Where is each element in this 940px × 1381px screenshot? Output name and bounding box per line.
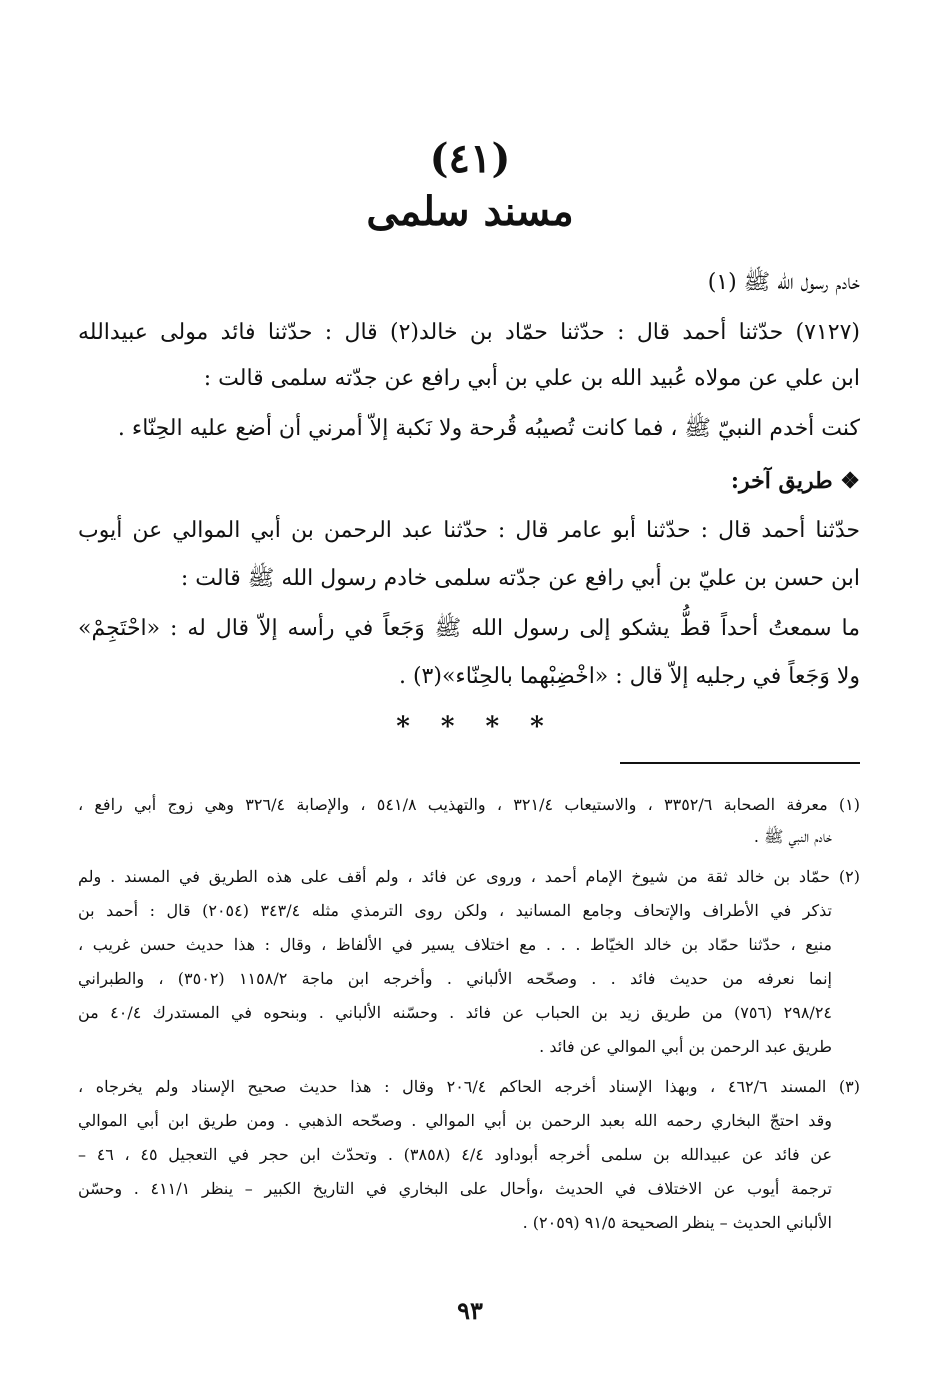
hadith-text-line: حدّثنا أحمد قال : حدّثنا أبو عامر قال : حدّثنا عبد الرحمن بن أبي الموالي عن أيوب xyxy=(78,518,860,543)
hadith-text-line: ابن علي عن مولاه عُبيد الله بن علي بن أبي رافع عن جدّته سلمى قالت : xyxy=(203,366,860,391)
section-separator-stars: * * * * xyxy=(396,712,544,742)
subheading-another-route: ❖ طريق آخر: xyxy=(730,468,860,494)
hadith-text-line: (٧١٢٧) حدّثنا أحمد قال : حدّثنا حمّاد بن خالد(٢) قال : حدّثنا فائد مولى عبيدالله xyxy=(78,320,860,345)
footnote-line: (٣) المسند ٤٦٢/٦ ، وبهذا الإسناد أخرجه الحاكم ٢٠٦/٤ وقال : هذا حديث صحيح الإسناد ولم يخرجاه ، xyxy=(78,1077,860,1096)
page-number: ٩٣ xyxy=(457,1296,483,1325)
footnote-line: ٢٩٨/٢٤ (٧٥٦) من طريق زيد بن الحباب عن فائد . وحسّنه الألباني . وبنحوه في المستدرك ٤٠/٤ من xyxy=(78,1003,832,1022)
chapter-number: (٤١) xyxy=(429,135,511,182)
footnote-line: (٢) حمّاد بن خالد ثقة من شيوخ الإمام أحمد ، وروى عن فائد ، ولم أقف على هذه الطريق في المسند . ولم xyxy=(78,867,860,886)
footnote-line: منيع ، حدّثنا حمّاد بن خالد الخيّاط . . . مع اختلاف يسير في الألفاظ ، وقال : هذا حديث حسن غريب ، xyxy=(78,935,832,954)
footnote-line: إنما نعرفه من حديث فائد . . وصحّحه الألباني . وأخرجه ابن ماجة ١١٥٨/٢ (٣٥٠٢) ، والطبراني xyxy=(78,969,832,988)
hadith-text-line: ولا وَجَعاً في رجليه إلاّ قال : «اخْضِبْهما بالحِنّاء»(٣) . xyxy=(398,664,860,689)
hadith-text-line: كنت أخدم النبيّ ﷺ ، فما كانت تُصيبُه قُرحة ولا نَكبة إلاّ أمرني أن أضع عليه الحِنّاء . xyxy=(117,416,860,441)
hadith-text-line: ابن حسن بن عليّ بن أبي رافع عن جدّته سلمى خادم رسول الله ﷺ قالت : xyxy=(180,566,860,591)
footnote-line: الألباني الحديث – ينظر الصحيحة ٩١/٥ (٢٠٥٩) . xyxy=(522,1213,832,1232)
footnote-line: ترجمة أيوب عن الاختلاف في الحديث ،وأحال على البخاري في التاريخ الكبير – ينظر ٤١١/١ . وحسّن xyxy=(78,1179,833,1198)
footnote-line: تذكر في الأطراف والإتحاف وجامع المسانيد ، ولكن روى الترمذي مثله ٣٤٣/٤ (٢٠٥٤) قال : أحمد بن xyxy=(78,901,833,920)
hadith-heading-line: خادم رسول الله ﷺ (١) xyxy=(707,270,860,295)
footnote-line: (١) معرفة الصحابة ٣٣٥٢/٦ ، والاستيعاب ٣٢١/٤ ، والتهذيب ٥٤١/٨ ، والإصابة ٣٢٦/٤ وهي زوج أبي رافع ، xyxy=(78,795,860,814)
footnote-line: طريق عبد الرحمن بن أبي الموالي عن فائد . xyxy=(539,1037,832,1056)
hadith-text-line: ما سمعتُ أحداً قطُّ يشكو إلى رسول الله ﷺ وَجَعاً في رأسه إلاّ قال له : «احْتَجِمْ» xyxy=(78,616,860,641)
chapter-title: مسند سلمى xyxy=(366,188,574,235)
footnote-line: عن فائد عن عبيدالله بن سلمى أخرجه أبوداود ٤/٤ (٣٨٥٨) . وتحدّث ابن حجر في التعجيل ٤٥ ، ٤٦ – xyxy=(78,1145,833,1164)
footnote-divider xyxy=(620,762,860,764)
footnote-line: خادم النبي ﷺ . xyxy=(753,827,832,846)
footnote-line: وقد احتجّ البخاري رحمه الله بعبد الرحمن بن أبي الموالي . وصحّحه الذهبي . ومن طريق ابن أبي الموالي xyxy=(78,1111,832,1130)
